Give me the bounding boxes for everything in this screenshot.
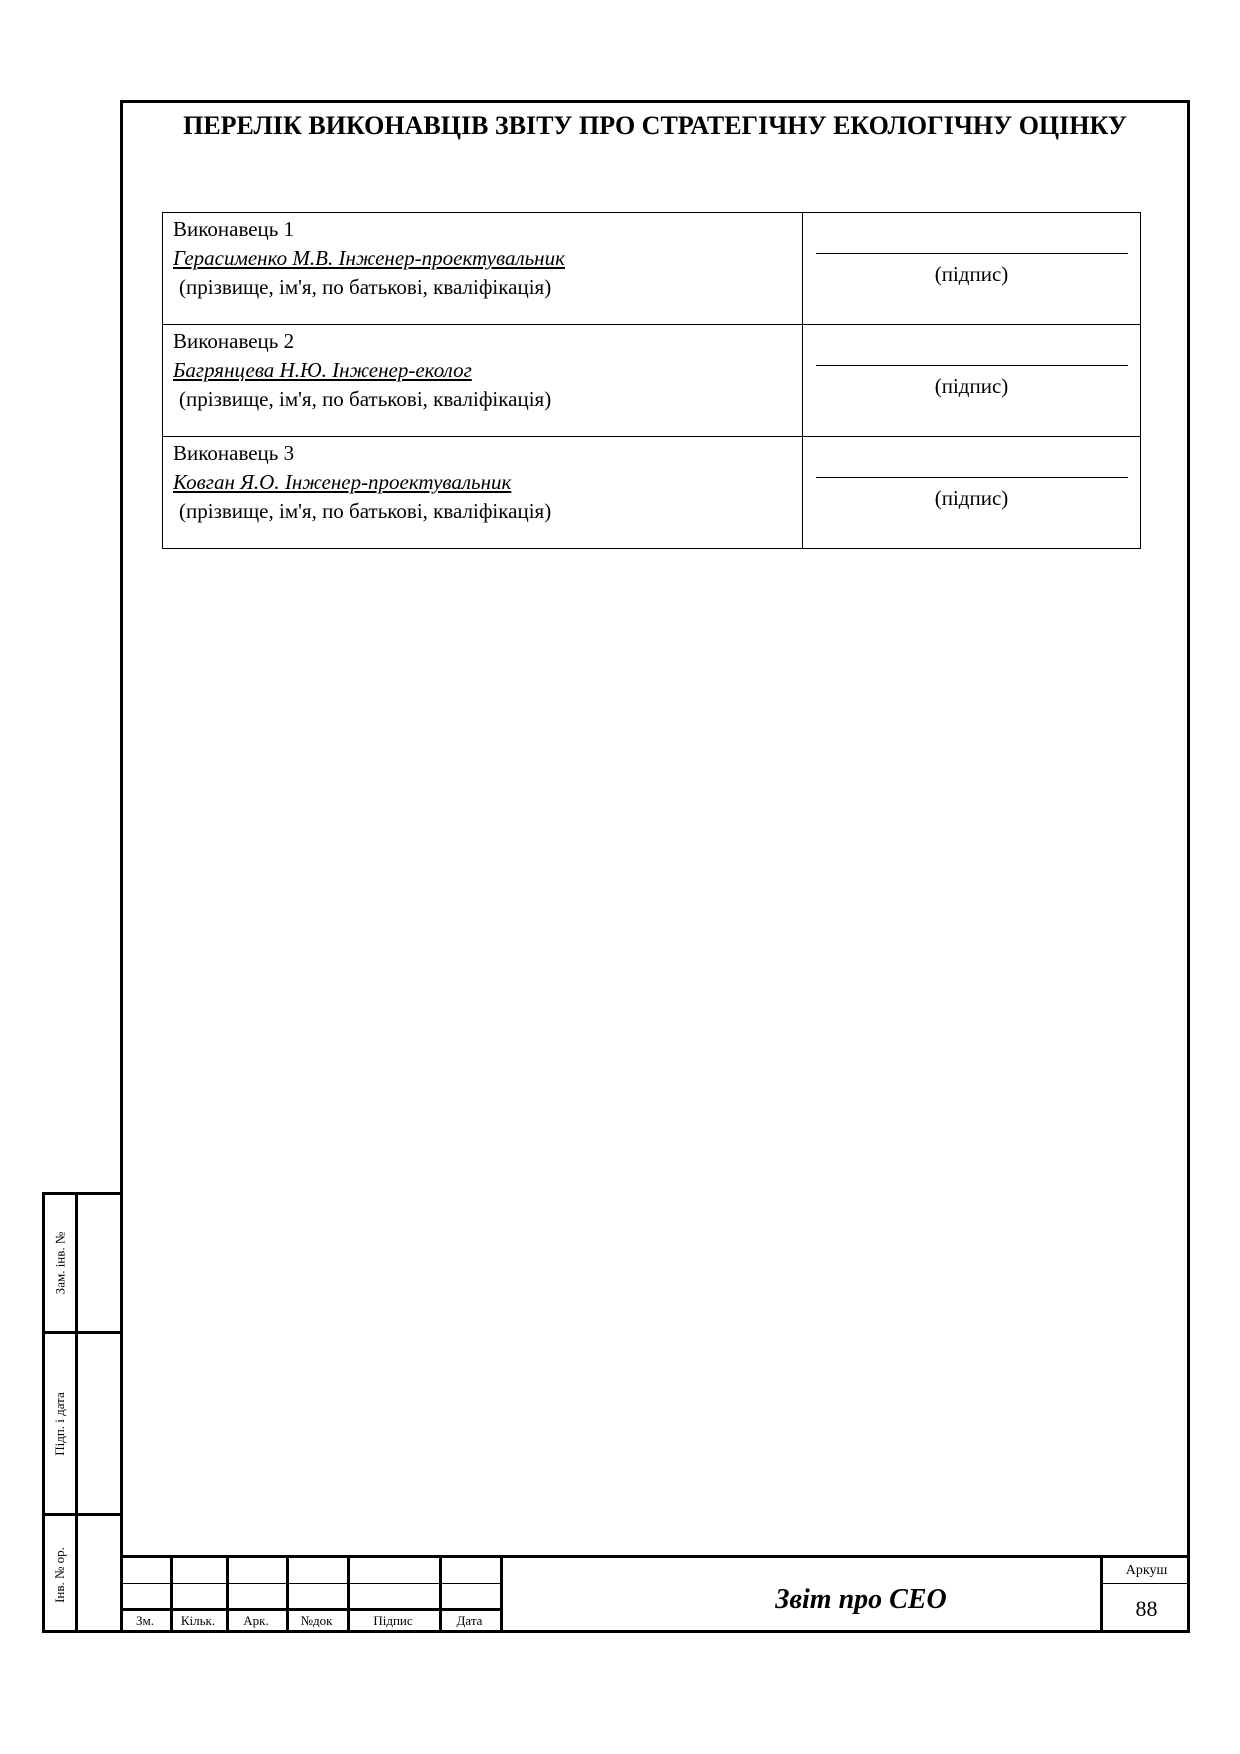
side-stamp-pidp-data: Підп. і дата — [52, 1391, 67, 1456]
sheet-label: Аркуш — [1103, 1558, 1190, 1584]
signature-caption: (підпис) — [934, 486, 1009, 510]
sheet-number: 88 — [1135, 1596, 1158, 1621]
table-row — [163, 325, 1141, 437]
column-label-ark: Арк. — [243, 1613, 269, 1628]
revision-grid-line — [120, 1583, 502, 1584]
side-stamp-cell — [47, 1195, 73, 1331]
revision-grid-line — [120, 1608, 502, 1611]
column-label-pidpys: Підпис — [373, 1613, 413, 1628]
column-label-zm: Зм. — [136, 1613, 154, 1628]
page-title: ПЕРЕЛІК ВИКОНАВЦІВ ЗВІТУ ПРО СТРАТЕГІЧНУ ЕКОЛОГІЧНУ ОЦІНКУ — [183, 111, 1127, 140]
executor-caption: (прізвище, ім'я, по батькові, кваліфікація) — [179, 275, 552, 299]
executors-table — [162, 212, 1141, 549]
sheet-box — [1100, 1558, 1190, 1633]
column-label-data: Дата — [456, 1613, 483, 1628]
column-label-ndok: №док — [300, 1613, 333, 1628]
signature-caption: (підпис) — [934, 374, 1009, 398]
executor-info-cell — [163, 437, 803, 549]
side-stamp-inv-or: Інв. № ор. — [52, 1546, 68, 1603]
signature-cell — [803, 437, 1141, 549]
executor-info-cell — [163, 213, 803, 325]
side-stamp-zam-inv: Зам. інв. № — [52, 1231, 67, 1295]
signature-caption: (підпис) — [934, 262, 1009, 286]
executor-name: Ковган Я.О. Інженер-проектувальник — [173, 470, 512, 494]
table-row — [163, 437, 1141, 549]
executor-label: Виконавець 2 — [173, 329, 295, 353]
signature-line — [816, 477, 1128, 478]
side-stamp-divider — [75, 1195, 78, 1630]
revision-grid — [120, 1558, 500, 1633]
signature-line — [816, 365, 1128, 366]
column-label-kilk: Кільк. — [180, 1613, 216, 1628]
executor-label: Виконавець 3 — [173, 441, 295, 465]
side-stamp-cell — [47, 1334, 73, 1513]
side-stamp — [42, 1192, 120, 1633]
executor-name: Багрянцева Н.Ю. Інженер-еколог — [173, 358, 472, 382]
executor-caption: (прізвище, ім'я, по батькові, кваліфікація) — [179, 499, 552, 523]
table-row — [163, 213, 1141, 325]
title-block — [120, 1555, 1190, 1633]
signature-line — [816, 253, 1128, 254]
executor-label: Виконавець 1 — [173, 217, 295, 241]
signature-cell — [803, 325, 1141, 437]
executor-info-cell — [163, 325, 803, 437]
side-stamp-cell — [47, 1516, 73, 1633]
executor-caption: (прізвище, ім'я, по батькові, кваліфікація) — [179, 387, 552, 411]
executor-name: Герасименко М.В. Інженер-проектувальник — [173, 246, 565, 270]
document-name: Звіт про СЕО — [775, 1583, 947, 1615]
signature-cell — [803, 213, 1141, 325]
